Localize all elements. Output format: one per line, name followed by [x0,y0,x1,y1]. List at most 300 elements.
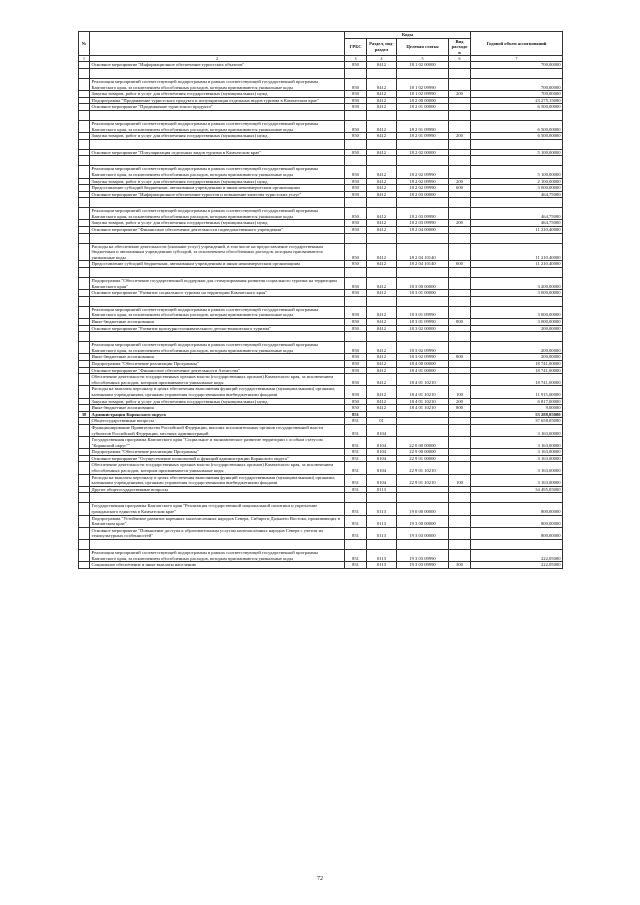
row-razdel: 0113 [367,527,397,539]
row-amount: 11 210,40000 [471,243,563,261]
row-target-article: 18 2 01 00000 [397,104,449,111]
row-target-article: 18 3 02 00000 [397,325,449,332]
row-number [79,120,90,132]
row-target-article: 18 2 03 09990 [397,220,449,227]
table-row [79,354,563,361]
spacer-cell [471,198,563,208]
spacer-cell [90,198,345,208]
row-amount: 700,00000 [471,62,563,69]
row-expense-type [449,550,471,562]
spacer-cell [471,540,563,550]
row-amount: 5 100,00000 [471,166,563,178]
spacer-cell [397,110,449,120]
row-expense-type [449,462,471,474]
row-amount: 11 210,40000 [471,261,563,268]
row-expense-type [449,411,471,418]
row-name: Администрация Корякского округа [90,411,345,418]
row-number [79,449,90,456]
row-amount: 3 000,00000 [471,306,563,318]
row-expense-type [449,278,471,290]
table-row [79,503,563,515]
spacer-cell [345,296,367,306]
column-index-cell: 7 [471,56,563,62]
row-amount: 200,00000 [471,325,563,332]
row-expense-type [449,208,471,220]
row-razdel: 0412 [367,360,397,367]
row-expense-type: 100 [449,474,471,486]
row-amount: 3 163,00000 [471,437,563,449]
row-razdel: 0113 [367,550,397,562]
row-target-article: 18 2 03 09990 [397,208,449,220]
row-razdel: 0104 [367,424,397,436]
row-grbs: 850 [345,367,367,374]
row-name: Основное мероприятие "Повышение доступа к образовательным услугам малочисленных народов Севера с учетом их этнокультурных особенностей" [90,527,345,539]
table-row [79,278,563,290]
row-grbs: 851 [345,486,367,493]
spacer-cell [397,233,449,243]
row-name: Основное мероприятие "Развитие социального туризма на территории Камчатского края" [90,290,345,297]
row-name: Обеспечение деятельности государственных органов власти (государственных органов) Камчатского края, за исключением обособленных расходов, которым присваиваются уникальные коды [90,374,345,386]
spacer-cell [90,156,345,166]
table-row [79,290,563,297]
spacer-cell [471,493,563,503]
spacer-cell [367,296,397,306]
row-number [79,185,90,192]
row-target-article: 18 3 02 09990 [397,354,449,361]
row-amount: 37 658,05000 [471,418,563,425]
row-amount: 464,75000 [471,220,563,227]
row-expense-type: 300 [449,562,471,569]
header-razdel: Раздел, под-раздел [367,38,397,56]
row-name: Основное мероприятие "Информационное обеспечение туристских объектов" [90,62,345,69]
row-razdel: 0412 [367,405,397,412]
row-razdel: 0412 [367,220,397,227]
row-target-article: 18 2 04 00000 [397,227,449,234]
row-number [79,562,90,569]
row-number [79,527,90,539]
row-target-article: 18 1 02 09990 [397,91,449,98]
row-name: Подпрограмма "Продвижение туристского продукта и популяризация отдельных видов туризма в Камчатском крае" [90,97,345,104]
row-target-article: 18 2 04 10140 [397,243,449,261]
row-amount: 222,05000 [471,562,563,569]
row-target-article: 22 9 01 00000 [397,455,449,462]
spacer-cell [79,493,90,503]
row-expense-type [449,424,471,436]
row-expense-type [449,503,471,515]
spacer-cell [79,296,90,306]
row-number [79,325,90,332]
row-grbs: 850 [345,185,367,192]
row-target-article [397,424,449,436]
row-expense-type: 800 [449,354,471,361]
row-number [79,354,90,361]
row-grbs: 850 [345,319,367,326]
row-number [79,455,90,462]
row-number [79,462,90,474]
row-expense-type: 200 [449,178,471,185]
spacer-cell [397,198,449,208]
spacer-cell [90,110,345,120]
spacer-cell [471,110,563,120]
row-number [79,418,90,425]
spacer-cell [367,268,397,278]
row-razdel: 0412 [367,178,397,185]
row-razdel: 0412 [367,97,397,104]
row-amount: 18 741,00000 [471,367,563,374]
row-number [79,104,90,111]
table-header [79,32,563,62]
row-name: Подпрограмма "Обеспечение реализации Программы" [90,449,345,456]
row-expense-type [449,290,471,297]
table-row [79,185,563,192]
row-number [79,515,90,527]
row-grbs: 850 [345,133,367,140]
table-row [79,104,563,111]
spacer-cell [79,139,90,149]
row-expense-type: 800 [449,319,471,326]
row-grbs: 851 [345,550,367,562]
row-number [79,97,90,104]
row-name: Реализация мероприятий соответствующей подпрограммы в рамках соответствующей государственной программы Камчатского края, за исключением обособленных расходов, которым присваиваются уникальные коды [90,306,345,318]
column-index-cell: 1 [79,56,90,62]
row-name: Подпрограмма "Обеспечение государственной поддержки для стимулирования развития социального туризма на территории Камчатского края" [90,278,345,290]
row-number [79,367,90,374]
table-row [79,550,563,562]
spacer-cell [90,493,345,503]
row-expense-type [449,342,471,354]
row-razdel: 0412 [367,78,397,90]
row-amount: 53 288,05000 [471,411,563,418]
row-target-article: 22 0 00 00000 [397,437,449,449]
row-target-article: 18 3 01 00000 [397,290,449,297]
row-number [79,437,90,449]
row-razdel: 01 [367,418,397,425]
row-name: Закупка товаров, работ и услуг для обеспечения государственных (муниципальных) нужд [90,398,345,405]
header-grbs: ГРБС [345,38,367,56]
spacer-cell [345,332,367,342]
row-target-article: 18 4 01 10210 [397,405,449,412]
row-number [79,306,90,318]
row-number [79,178,90,185]
row-grbs: 851 [345,503,367,515]
row-expense-type [449,360,471,367]
table-row-spacer [79,296,563,306]
row-name: Подпрограмма "Обеспечение реализации Программы" [90,360,345,367]
row-amount: 6 500,00000 [471,104,563,111]
row-razdel: 0113 [367,486,397,493]
row-amount: 464,75000 [471,191,563,198]
table-row-spacer [79,540,563,550]
spacer-cell [367,110,397,120]
row-grbs: 850 [345,278,367,290]
row-name: Социальное обеспечение и иные выплаты населению [90,562,345,569]
spacer-cell [90,139,345,149]
row-grbs: 850 [345,398,367,405]
row-target-article [397,486,449,493]
spacer-cell [449,233,471,243]
row-target-article: 18 2 03 00000 [397,191,449,198]
row-name: Иные бюджетные ассигнования [90,405,345,412]
row-number [79,486,90,493]
row-target-article: 18 1 02 09990 [397,78,449,90]
table-row [79,411,563,418]
table-row [79,486,563,493]
spacer-cell [367,493,397,503]
row-target-article: 18 2 02 00000 [397,149,449,156]
row-grbs: 851 [345,437,367,449]
table-row [79,462,563,474]
row-grbs: 850 [345,227,367,234]
row-expense-type: 200 [449,398,471,405]
row-razdel: 0412 [367,104,397,111]
table-row [79,474,563,486]
row-razdel: 0412 [367,367,397,374]
table-row [79,455,563,462]
spacer-cell [79,540,90,550]
row-name: Основное мероприятие "Развитие культурно-познавательного детско-юношеского туризма" [90,325,345,332]
table-row-spacer [79,493,563,503]
table-row [79,515,563,527]
row-number [79,503,90,515]
page-number: 72 [317,876,323,882]
row-number [79,91,90,98]
row-grbs: 850 [345,405,367,412]
row-name: Обеспечение деятельности государственных органов власти (государственных органов) Камчатского края, за исключением обособленных расходов, которым присваиваются уникальные коды [90,462,345,474]
table-row [79,178,563,185]
table-row [79,342,563,354]
row-amount: 700,00000 [471,78,563,90]
spacer-cell [367,139,397,149]
table-row [79,208,563,220]
row-amount: 3 163,00000 [471,424,563,436]
row-target-article: 22 9 01 10210 [397,474,449,486]
row-razdel: 0412 [367,374,397,386]
row-expense-type [449,418,471,425]
spacer-cell [345,110,367,120]
row-number [79,208,90,220]
row-name: Основное мероприятие "Осуществление полномочий и функций администрации Корякского округа" [90,455,345,462]
row-amount: 9,00000 [471,405,563,412]
row-razdel: 0104 [367,462,397,474]
row-name: Иные бюджетные ассигнования [90,354,345,361]
row-target-article: 19 3 03 00000 [397,527,449,539]
row-grbs: 851 [345,424,367,436]
row-razdel [367,411,397,418]
row-name: Основное мероприятие "Финансовое обеспечение деятельности подведомственного учреждения" [90,227,345,234]
table-row [79,227,563,234]
row-name: Реализация мероприятий соответствующей подпрограммы в рамках соответствующей государственной программы Камчатского края, за исключением обособленных расходов, которым присваиваются уникальные коды [90,78,345,90]
row-target-article: 19 3 00 00000 [397,515,449,527]
row-razdel: 0104 [367,455,397,462]
row-number [79,550,90,562]
row-expense-type [449,191,471,198]
row-grbs: 850 [345,104,367,111]
row-name: Государственная программа Камчатского края "Реализация государственной национальной политики и укрепление гражданского единства в Камчатском крае" [90,503,345,515]
row-expense-type [449,243,471,261]
row-name: Основное мероприятие "Информационное обеспечение туристов и повышение качества туристских услуг" [90,191,345,198]
spacer-cell [397,156,449,166]
table-row [79,449,563,456]
row-razdel: 0412 [367,325,397,332]
row-expense-type [449,486,471,493]
spacer-cell [471,233,563,243]
header-vr: Вид расходов [449,38,471,56]
row-expense-type [449,455,471,462]
row-number [79,290,90,297]
row-target-article: 19 3 03 09990 [397,562,449,569]
row-target-article: 18 3 00 00000 [397,278,449,290]
header-name [90,32,345,56]
row-name: Основное мероприятие "Продвижение туристского продукта" [90,104,345,111]
row-expense-type: 600 [449,261,471,268]
row-expense-type [449,227,471,234]
row-amount: 464,75000 [471,208,563,220]
table-row [79,133,563,140]
row-razdel: 0113 [367,515,397,527]
table-row [79,78,563,90]
spacer-cell [471,68,563,78]
spacer-cell [345,198,367,208]
spacer-cell [79,198,90,208]
row-number [79,360,90,367]
row-grbs: 850 [345,261,367,268]
row-expense-type [449,97,471,104]
table-row [79,527,563,539]
row-razdel: 0412 [367,191,397,198]
row-target-article: 18 2 02 09990 [397,178,449,185]
row-razdel: 0412 [367,91,397,98]
row-number [79,398,90,405]
spacer-cell [90,268,345,278]
row-number [79,220,90,227]
row-grbs: 851 [345,527,367,539]
column-index-cell: 6 [449,56,471,62]
spacer-cell [397,540,449,550]
row-grbs: 850 [345,166,367,178]
row-grbs: 850 [345,191,367,198]
spacer-cell [471,332,563,342]
spacer-cell [345,139,367,149]
spacer-cell [449,68,471,78]
row-grbs: 850 [345,78,367,90]
row-grbs: 851 [345,562,367,569]
row-target-article: 22 9 01 10210 [397,462,449,474]
spacer-cell [449,493,471,503]
row-target-article: 18 2 01 09990 [397,133,449,140]
row-amount: 6 500,00000 [471,120,563,132]
row-amount: 200,00000 [471,342,563,354]
row-number [79,243,90,261]
row-target-article: 19 0 00 00000 [397,503,449,515]
spacer-cell [397,139,449,149]
row-name: Предоставление субсидий бюджетным, автономным учреждениям и иным некоммерческим организациям [90,261,345,268]
table-row [79,398,563,405]
row-grbs: 850 [345,342,367,354]
row-number [79,191,90,198]
row-grbs: 850 [345,149,367,156]
table-row-spacer [79,332,563,342]
row-amount: 5 100,00000 [471,149,563,156]
row-number [79,62,90,69]
table-row-spacer [79,110,563,120]
table-row-spacer [79,156,563,166]
spacer-cell [471,156,563,166]
spacer-cell [367,332,397,342]
spacer-cell [449,540,471,550]
row-grbs: 850 [345,386,367,398]
column-index-cell: 2 [90,56,345,62]
row-amount: 800,00000 [471,515,563,527]
table-row [79,374,563,386]
spacer-cell [449,110,471,120]
row-expense-type [449,120,471,132]
row-target-article: 18 4 01 10210 [397,374,449,386]
table-row [79,149,563,156]
row-name: Реализация мероприятий соответствующей подпрограммы в рамках соответствующей государственной программы Камчатского края, за исключением обособленных расходов, которым присваиваются уникальные коды [90,342,345,354]
spacer-cell [397,268,449,278]
row-expense-type [449,367,471,374]
row-amount: 11 210,40000 [471,227,563,234]
row-amount: 34 495,05000 [471,486,563,493]
row-target-article: 19 3 03 09990 [397,550,449,562]
spacer-cell [449,198,471,208]
header-amount: Годовой объем ассигнований [471,32,563,56]
row-amount: 18 741,00000 [471,374,563,386]
row-target-article: 18 4 01 00000 [397,367,449,374]
row-expense-type: 600 [449,185,471,192]
row-expense-type: 200 [449,91,471,98]
row-target-article: 18 2 02 09990 [397,166,449,178]
row-razdel: 0412 [367,227,397,234]
row-grbs: 850 [345,374,367,386]
row-name: Закупка товаров, работ и услуг для обеспечения государственных (муниципальных) нужд [90,178,345,185]
row-name: Иные бюджетные ассигнования [90,319,345,326]
row-number [79,133,90,140]
table-row-spacer [79,268,563,278]
header-codes: Коды [345,32,471,39]
row-expense-type: 100 [449,386,471,398]
row-expense-type [449,104,471,111]
row-grbs: 851 [345,411,367,418]
spacer-cell [449,296,471,306]
row-grbs: 850 [345,62,367,69]
row-razdel: 0412 [367,398,397,405]
spacer-cell [79,110,90,120]
row-number [79,278,90,290]
row-name: Функционирование Правительства Российской Федерации, высших исполнительных органов государственной власти субъектов Российской Федерации, местных администраций [90,424,345,436]
row-target-article: 22 9 00 00000 [397,449,449,456]
row-name: Закупка товаров, работ и услуг для обеспечения государственных (муниципальных) нужд [90,133,345,140]
row-target-article: 18 2 04 10140 [397,261,449,268]
row-number: 38 [79,411,90,418]
table-row [79,166,563,178]
spacer-cell [79,233,90,243]
row-expense-type [449,306,471,318]
table-row-spacer [79,68,563,78]
table-row [79,360,563,367]
row-razdel: 0412 [367,354,397,361]
table-row [79,220,563,227]
row-amount: 3 000,00000 [471,185,563,192]
row-name: Расходы на выплаты персоналу в целях обеспечения выполнения функций государственными (муниципальными) органами, казенными учреждениями, органами управления государственными внебюджетными фондами [90,386,345,398]
row-razdel: 0412 [367,306,397,318]
row-grbs: 850 [345,120,367,132]
row-amount: 222,05000 [471,550,563,562]
spacer-cell [90,233,345,243]
spacer-cell [79,156,90,166]
row-target-article: 18 4 01 10210 [397,398,449,405]
row-grbs: 851 [345,418,367,425]
